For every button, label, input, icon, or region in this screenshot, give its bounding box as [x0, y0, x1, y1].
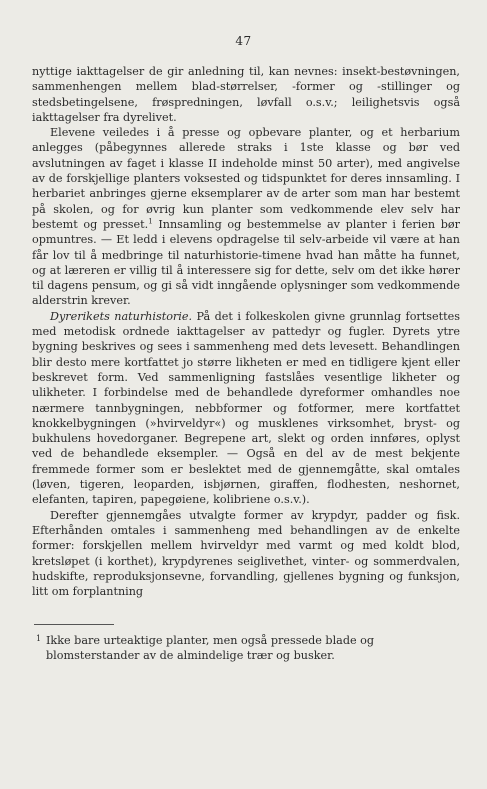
paragraph [32, 125, 460, 309]
paragraph: Derefter gjennemgåes utvalgte former av krypdyr, padder og fisk. Efterhånden omtales i sammenheng med behandlingen av de enkelte former: forskjellen mellem hvirveldyr med varmt og med koldt blod, kretsløpet (i korthet), krypdyrenes seiglivethet, vinter- og sommerdvalen, hudskifte, reproduksjonsevne, forvandling, gjellenes bygning og funksjon, litt om forplantning [32, 508, 460, 599]
section-heading: Dyrerikets naturhistorie. [50, 309, 193, 323]
paragraph-text: Innsamling og bestemmelse av planter i ferien bør opmuntres. — Et ledd i elevens opdragelse til selv-arbeide vil være at han får lov til å medbringe til naturhistorie-timene hvad han måtte ha funnet, og at læreren er villig til å interessere sig for dette, selv om det ikke hører til dagens pensum, og gi så vidt inngående oplysninger som vedkommende alderstrin krever. [32, 217, 460, 308]
footnote-mark: 1 [36, 634, 42, 643]
footnote-divider [34, 624, 114, 625]
paragraph [32, 309, 460, 508]
paragraph: nyttige iakttagelser de gir anledning til, kan nevnes: insekt-bestøvningen, sammenhengen mellem blad-størrelser, -former og -stillinger og stedsbetingelsene, frøspredningen, løvfall o.s.v.; leilighetsvis også iakttagelser fra dyrelivet. [32, 65, 460, 124]
paragraph-text: På det i folkeskolen givne grunnlag fortsettes med metodisk ordnede iakttagelser av pattedyr og fugler. Dyrets ytre bygning beskrives og sees i sammenheng med dets levesett. Behandlingen blir desto mere kortfattet jo større likheten er med en tidligere kjent eller beskrevet form. Ved sammenligning fastslåes vesentlige likheter og ulikheter. I forbindelse med de behandlede dyreformer omhandles noe nærmere tannbygningen, nebbformer og fotformer, mere kortfattet knokkelbygningen (»hvirveldyr«) og musklenes virksomhet, bryst- og bukhulens hovedorganer. Begrepene art, slekt og orden innføres, oplyst ved de behandlede eksempler. — Også en del av de mest bekjente fremmede former som er beslektet med de gjennemgåtte, skal omtales (løven, tigeren, leoparden, isbjørnen, giraffen, flodhesten, neshornet, elefanten, tapiren, papegøiene, kolibriene o.s.v.). [32, 309, 460, 507]
paragraph-text: Elevene veiledes i å presse og opbevare planter, og et herbarium anlegges (påbegynnes allerede straks i 1ste klasse og bør ved avslutningen av faget i klasse II indeholde minst 50 arter), med angivelse av de forskjellige planters voksested og tidspunktet for deres innsamling. I herbariet anbringes gjerne eksemplarer av de arter som man har bestemt på skolen, og for øvrig kun planter som vedkommende elev selv har bestemt og presset. [32, 126, 460, 231]
body-text [32, 64, 460, 599]
footnote-text: Ikke bare urteaktige planter, men også pressede blade og blomsterstander av de almindelige trær og busker. [46, 634, 375, 663]
footnote [36, 633, 460, 664]
footnote-reference: 1 [148, 217, 153, 226]
page-number: 47 [235, 34, 252, 48]
